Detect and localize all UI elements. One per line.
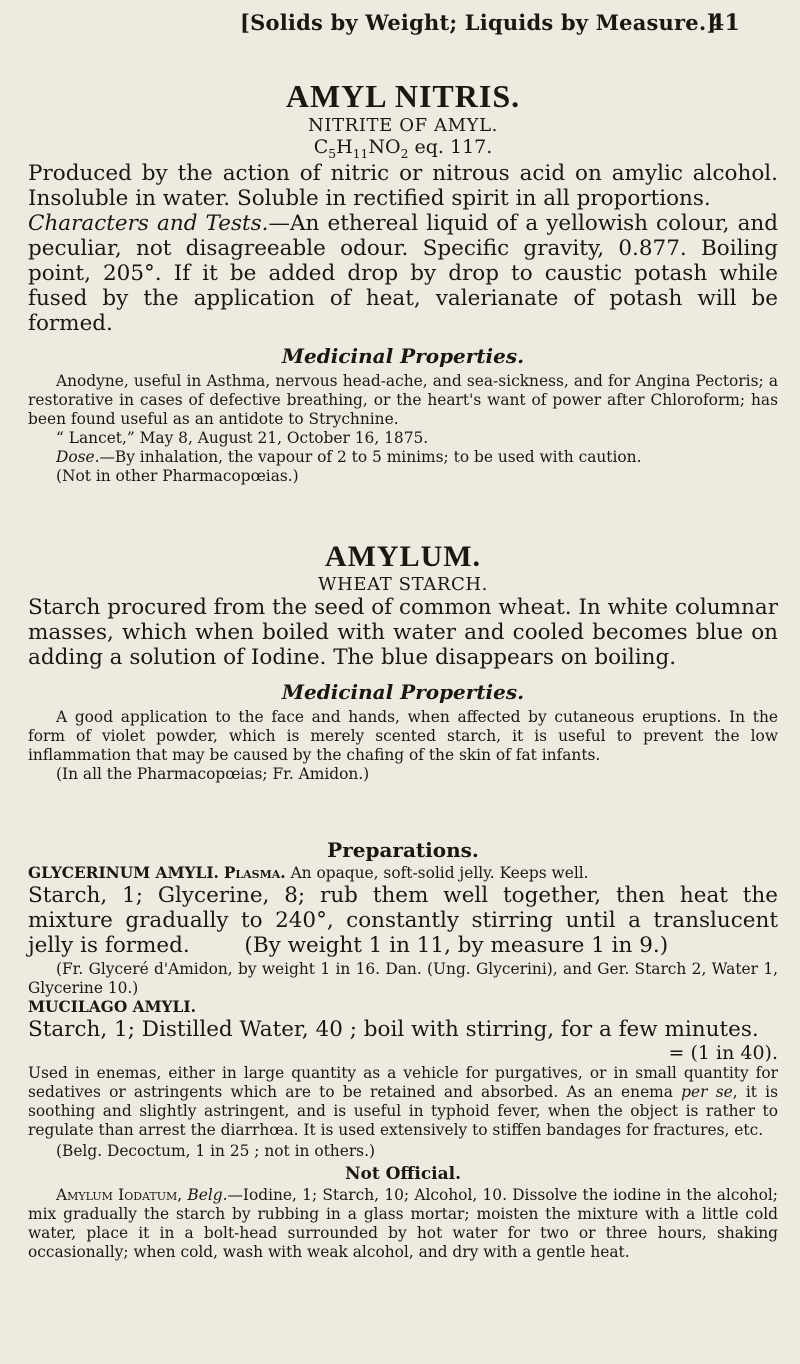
mucilago-note: (Belg. Decoctum, 1 in 25 ; not in others.) — [56, 1142, 375, 1160]
amylum-title: AMYLUM. — [324, 540, 482, 573]
amylum-subtitle: WHEAT STARCH. — [318, 574, 488, 595]
amylum-medicinal-text: A good application to the face and hands, when affected by cutaneous eruptions. In the form of violet powder, which is merely scented starch, it is useful to prevent the low inflammation that may be caused by the chafing of the skin of fat infants. — [28, 708, 778, 764]
characters-text: —An ethereal liquid of a yellowish colour, and peculiar, not disagreeable odour. Specific gravity, 0.877. Boiling point, 205°. If it be added drop by drop to caustic potash while fused by the application of heat, valerianate of potash will be formed. — [28, 210, 778, 336]
formula-n: NO — [368, 136, 401, 158]
formula-eq: eq. 117. — [408, 136, 493, 158]
amylum-section — [28, 540, 778, 784]
iodatum-belg: Belg. — [187, 1186, 228, 1204]
dose-text: —By inhalation, the vapour of 2 to 5 minims; to be used with caution. — [99, 447, 642, 466]
amyl-formula — [28, 136, 778, 161]
not-official-section — [28, 1164, 778, 1262]
dose-label: Dose. — [56, 447, 100, 466]
glycerinum-line — [28, 864, 778, 883]
mucilago-name: MUCILAGO AMYLI. — [28, 998, 196, 1016]
glycerinum-note: (Fr. Glyceré d'Amidon, by weight 1 in 16. Dan. (Ung. Glycerini), and Ger. Starch 2, Water 1, Glycerine 10.) — [28, 960, 778, 997]
glycerinum-desc: An opaque, soft-solid jelly. Keeps well. — [285, 864, 589, 882]
mucilago-per-se: per se — [681, 1083, 733, 1101]
amylum-iodatum — [28, 1186, 778, 1262]
amyl-subtitle: NITRITE OF AMYL. — [308, 115, 498, 136]
glycerinum-recipe: Starch, 1; Glycerine, 8; rub them well together, then heat the mixture gradually to 240°, constantly stirring until a translucent jelly is formed. (By weight 1 in 11, by measure 1 in 9.) — [28, 883, 785, 958]
preparations-heading: Preparations. — [327, 838, 479, 862]
amyl-characters — [28, 211, 778, 336]
mucilago-use-a: Used in enemas, either in large quantity as a vehicle for purgatives, or in small quantity for sedatives or astringents which are to be retained and absorbed. As an enema — [28, 1064, 778, 1101]
amyl-intro: Produced by the action of nitric or nitrous acid on amylic alcohol. Insoluble in water. Soluble in rectified spirit in all proportions. — [28, 160, 778, 211]
glycerinum-name: GLYCERINUM AMYLI. — [28, 864, 219, 882]
amyl-dose — [28, 448, 778, 467]
amyl-nitris-section — [28, 78, 778, 486]
amylum-medicinal-heading: Medicinal Properties. — [281, 680, 525, 704]
mucilago-use-b: , it is soothing and slightly astringent, and is useful in typhoid fever, when the object is rather to regulate than arrest the diarrhœa. It is used extensively to stiffen bandages for fractures, etc. — [28, 1083, 778, 1139]
amylum-intro: Starch procured from the seed of common wheat. In white columnar masses, which when boiled with water and cooled becomes blue on adding a solution of Iodine. The blue disappears on boiling. — [28, 595, 778, 670]
glycerinum-plasma: Plasma. — [223, 864, 286, 882]
preparations-section — [28, 838, 785, 1161]
iodatum-text: —Iodine, 1; Starch, 10; Alcohol, 10. Dissolve the iodine in the alcohol; mix gradually the starch by rubbing in a glass mortar; moisten the mixture with a little cold water, place it in a bolt-head surrounded by hot water for two or three hours, shaking occasionally; when cold, wash with weak alcohol, and dry with a gentle heat. — [28, 1186, 778, 1261]
amyl-lancet-ref: “ Lancet,” May 8, August 21, October 16, 1875. — [56, 428, 429, 447]
formula-n-sub: 2 — [400, 146, 409, 161]
formula-c: C — [313, 136, 329, 158]
running-header — [240, 10, 740, 35]
running-title: [Solids by Weight; Liquids by Measure.] — [240, 10, 717, 35]
formula-c-sub: 5 — [328, 146, 337, 161]
iodatum-name: Amylum Iodatum, — [56, 1186, 183, 1204]
amyl-title: AMYL NITRIS. — [285, 78, 521, 114]
formula-h-sub: 11 — [352, 146, 369, 161]
mucilago-recipe: Starch, 1; Distilled Water, 40 ; boil with stirring, for a few minutes. — [28, 1017, 759, 1042]
page-number: 41 — [708, 10, 740, 36]
not-official-heading: Not Official. — [344, 1164, 462, 1184]
amylum-pharma-note: (In all the Pharmacopœias; Fr. Amidon.) — [56, 765, 370, 783]
mucilago-use — [28, 1064, 778, 1140]
amyl-medicinal-text: Anodyne, useful in Asthma, nervous head-ache, and sea-sickness, and for Angina Pectoris; a restorative in cases of defective breathing, or the heart's want of power after Chloroform; has been found useful as an antidote to Strychnine. — [28, 371, 778, 428]
mucilago-ratio: = (1 in 40). — [668, 1042, 778, 1064]
amyl-medicinal-heading: Medicinal Properties. — [281, 343, 525, 368]
characters-label: Characters and Tests. — [28, 210, 269, 236]
formula-h: H — [336, 136, 353, 158]
amyl-not-in-other: (Not in other Pharmacopœias.) — [56, 466, 299, 485]
